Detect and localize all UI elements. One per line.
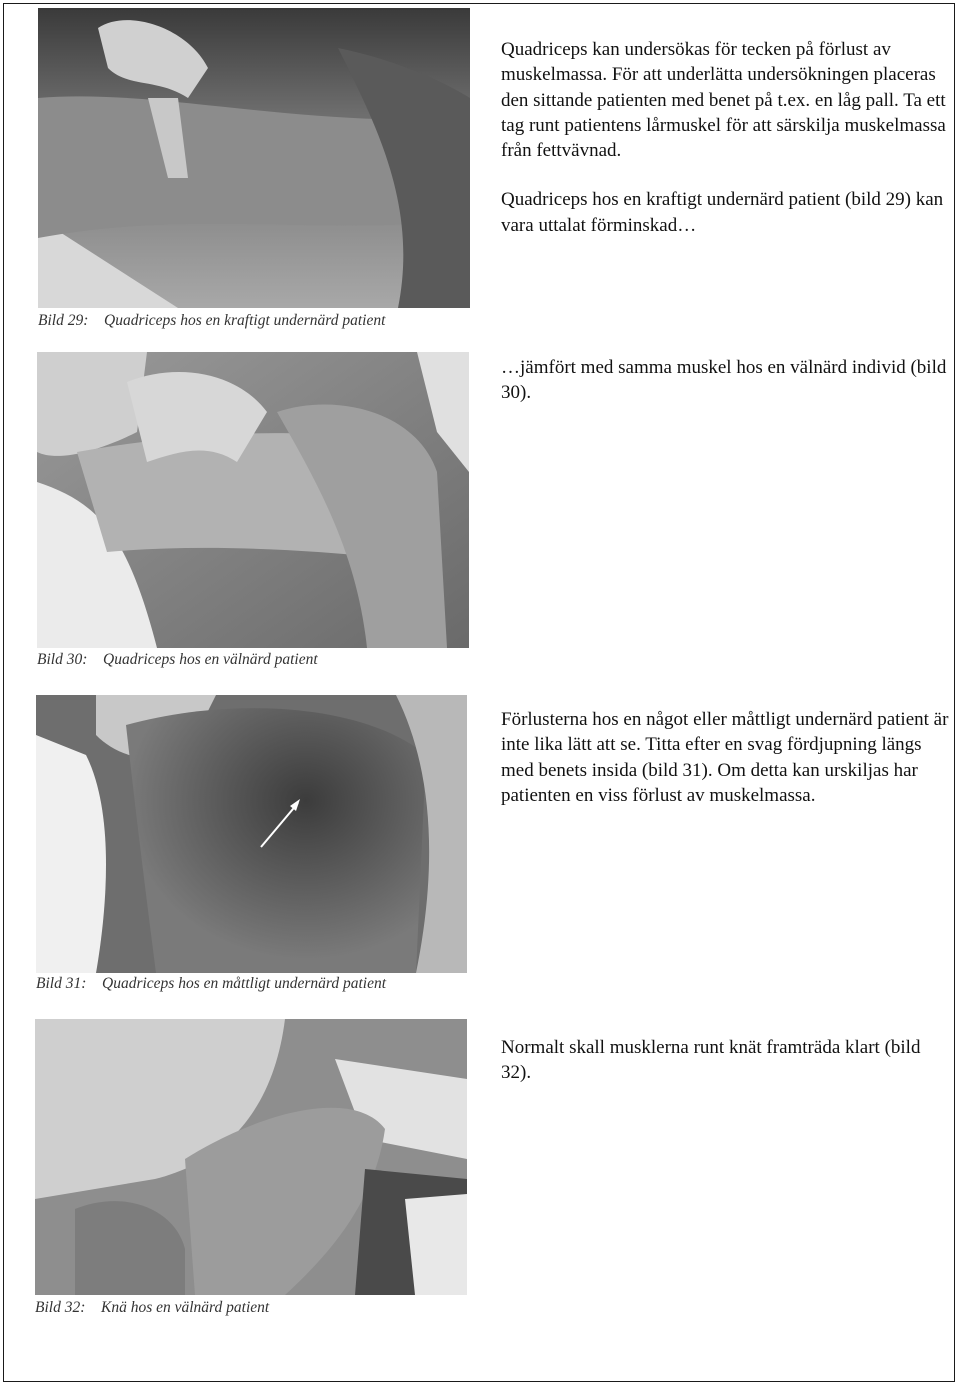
figure-caption: Quadriceps hos en kraftigt undernärd patient [104,312,386,329]
figure-label: Bild 29: [38,312,89,329]
paragraph: Normalt skall musklerna runt knät framträda klart (bild 32). [501,1037,921,1084]
figure-caption: Knä hos en välnärd patient [101,1299,270,1316]
figure-label: Bild 30: [37,651,88,668]
text-block-3 [501,707,951,808]
figure-label: Bild 32: [35,1299,86,1316]
photo-bild-31 [36,695,467,973]
figure-caption: Quadriceps hos en måttligt undernärd patient [102,975,387,992]
photo-bild-29 [38,8,470,308]
text-block-1 [501,37,951,238]
figure-label: Bild 31: [36,975,87,992]
photo-bild-30 [37,352,469,648]
paragraph: Quadriceps kan undersökas för tecken på förlust av muskelmassa. För att underlätta undersökningen placeras den sittande patienten med benet på t.ex. en låg pall. Ta ett tag runt patientens lårmuskel för att särskilja muskelmassa från fettvävnad. [501,39,946,162]
text-block-4 [501,1035,951,1086]
caption-bild-30 [37,651,318,669]
caption-bild-29 [38,312,385,330]
caption-bild-32 [35,1299,269,1317]
paragraph: Quadriceps hos en kraftigt undernärd patient (bild 29) kan vara uttalat förminskad… [501,189,944,236]
figure-caption: Quadriceps hos en välnärd patient [103,651,318,668]
paragraph: …jämfört med samma muskel hos en välnärd individ (bild 30). [501,357,947,404]
text-block-2 [501,355,951,406]
caption-bild-31 [36,975,386,993]
photo-bild-32 [35,1019,467,1295]
paragraph: Förlusterna hos en något eller måttligt undernärd patient är inte lika lätt att se. Titta efter en svag fördjupning längs med benets insida (bild 31). Om detta kan urskiljas har patienten en viss förlust av muskelmassa. [501,709,949,806]
